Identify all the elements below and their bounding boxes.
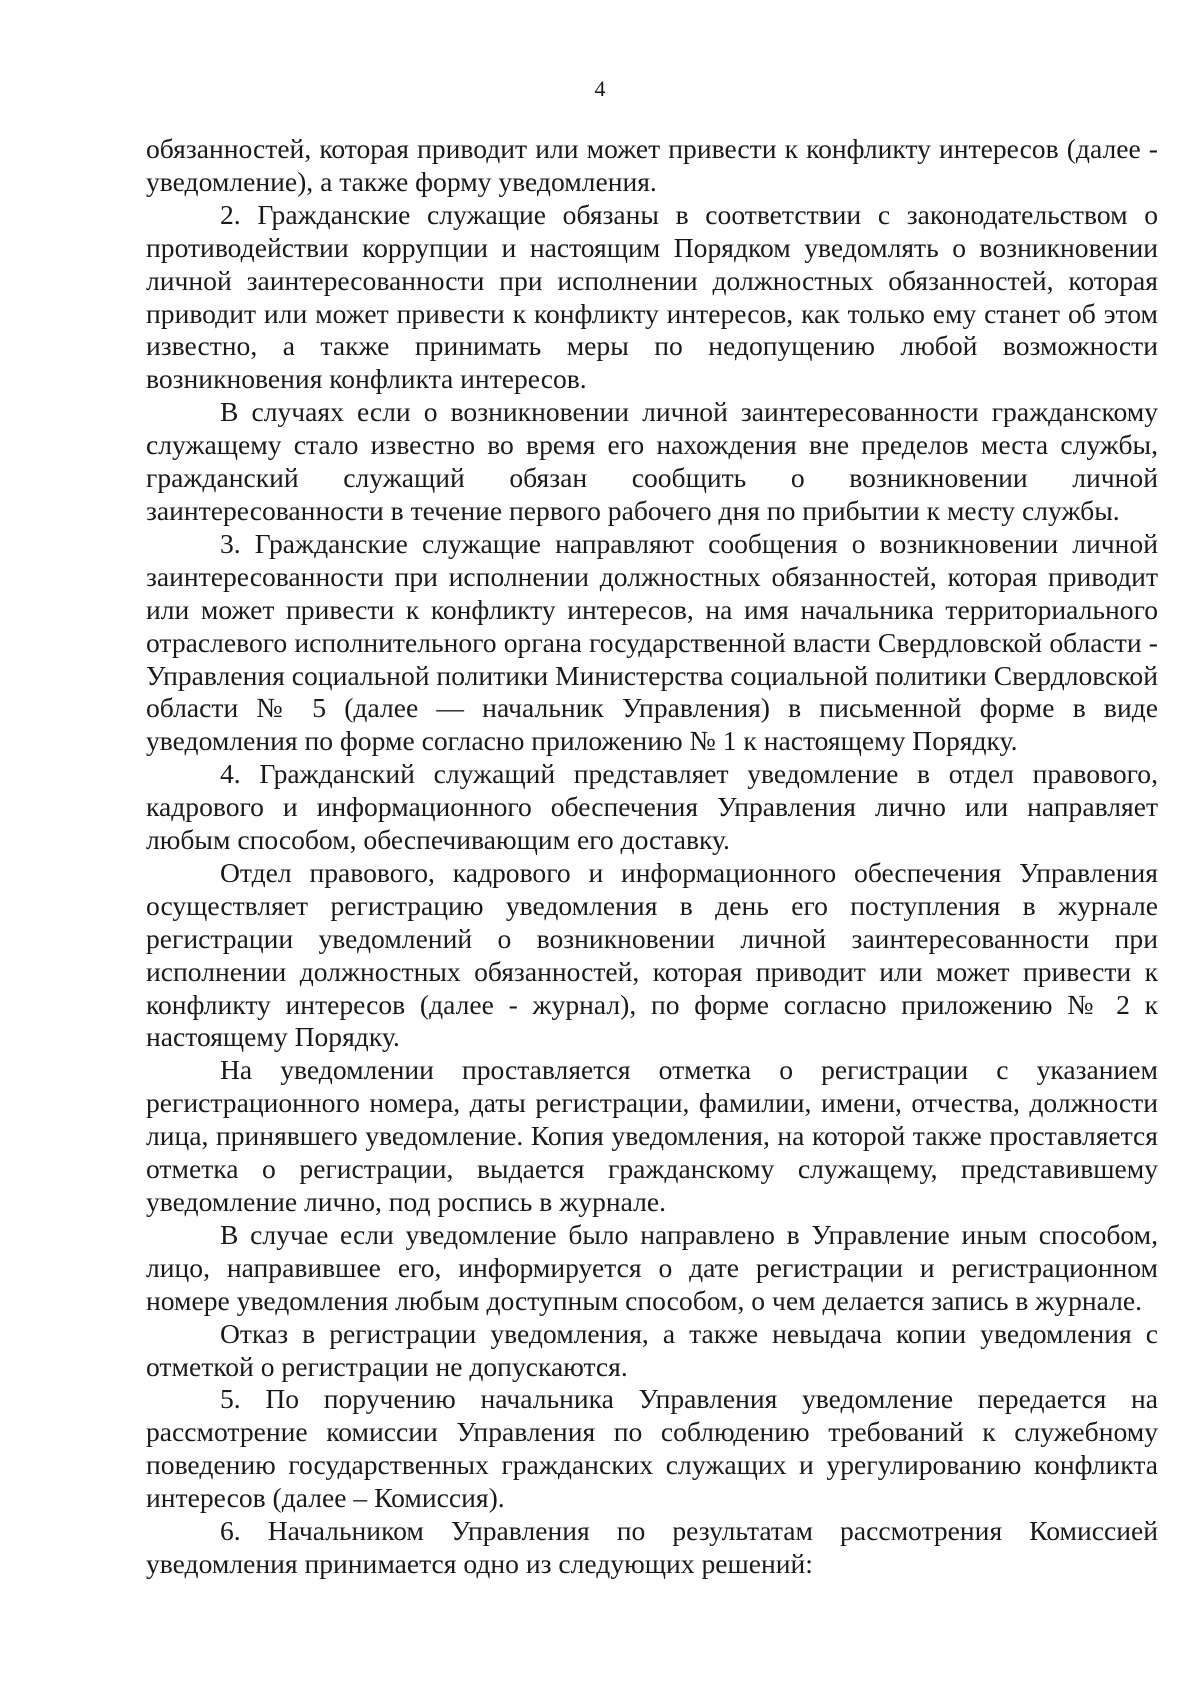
document-body <box>146 133 1158 1581</box>
paragraph-clause-2: 2. Гражданские служащие обязаны в соответствии с законодательством о противодействии коррупции и настоящим Порядком уведомлять о возникновении личной заинтересованности при исполнении должностных обязанностей, которая приводит или может привести к конфликту интересов, как только ему станет об этом известно, а также принимать меры по недопущению любой возможности возникновения конфликта интересов. <box>146 198 1158 395</box>
paragraph-clause-4-refusal: Отказ в регистрации уведомления, а также невыдача копии уведомления с отметкой о регистрации не допускаются. <box>146 1317 1158 1382</box>
paragraph-continuation: обязанностей, которая приводит или может привести к конфликту интересов (далее - уведомление), а также форму уведомления. <box>146 133 1158 197</box>
paragraph-clause-4-other-method: В случае если уведомление было направлено в Управление иным способом, лицо, направившее его, информируется о дате регистрации и регистрационном номере уведомления любым доступным способом, о чем делается запись в журнале. <box>146 1218 1158 1316</box>
paragraph-clause-2-outside-service: В случаях если о возникновении личной заинтересованности гражданскому служащему стало известно во время его нахождения вне пределов места службы, гражданский служащий обязан сообщить о возникновении личной заинтересованности в течение первого рабочего дня по прибытии к месту службы. <box>146 396 1158 526</box>
paragraph-clause-4-registration-mark: На уведомлении проставляется отметка о регистрации с указанием регистрационного номера, даты регистрации, фамилии, имени, отчества, должности лица, принявшего уведомление. Копия уведомления, на которой также проставляется отметка о регистрации, выдается гражданскому служащему, представившему уведомление лично, под роспись в журнале. <box>146 1054 1158 1217</box>
paragraph-clause-4-registration: Отдел правового, кадрового и информационного обеспечения Управления осуществляет регистрацию уведомления в день его поступления в журнале регистрации уведомлений о возникновении личной заинтересованности при исполнении должностных обязанностей, которая приводит или может привести к конфликту интересов (далее - журнал), по форме согласно приложению № 2 к настоящему Порядку. <box>146 856 1158 1053</box>
paragraph-clause-3: 3. Гражданские служащие направляют сообщения о возникновении личной заинтересованности при исполнении должностных обязанностей, которая приводит или может привести к конфликту интересов, на имя начальника территориального отраслевого исполнительного органа государственной власти Свердловской области - Управления социальной политики Министерства социальной политики Свердловской области № 5 (далее — начальник Управления) в письменной форме в виде уведомления по форме согласно приложению № 1 к настоящему Порядку. <box>146 527 1158 757</box>
paragraph-clause-4: 4. Гражданский служащий представляет уведомление в отдел правового, кадрового и информационного обеспечения Управления лично или направляет любым способом, обеспечивающим его доставку. <box>146 758 1158 856</box>
page-number: 4 <box>594 76 606 101</box>
paragraph-clause-6: 6. Начальником Управления по результатам рассмотрения Комиссией уведомления принимается одно из следующих решений: <box>146 1515 1158 1579</box>
paragraph-clause-5: 5. По поручению начальника Управления уведомление передается на рассмотрение комиссии Управления по соблюдению требований к служебному поведению государственных гражданских служащих и урегулированию конфликта интересов (далее – Комиссия). <box>146 1383 1158 1514</box>
